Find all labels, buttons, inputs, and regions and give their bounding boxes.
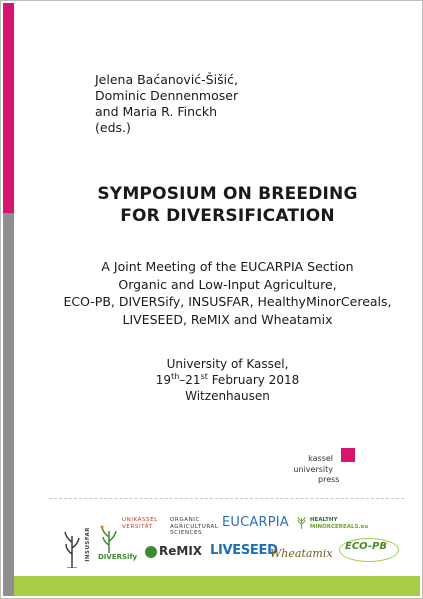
- kassel-line: AGRICULTURAL: [170, 523, 219, 530]
- subtitle-line: Organic and Low-Input Agriculture,: [118, 276, 337, 292]
- date-day-end: –21: [179, 373, 201, 387]
- kassel-line: ORGANIC: [170, 517, 200, 523]
- kassel-line: VERSITÄT: [122, 523, 153, 530]
- date-suffix-end: st: [200, 372, 208, 381]
- publisher-line: university: [293, 464, 333, 474]
- subtitle-line: ECO-PB, DIVERSify, INSUSFAR, HealthyMinorCereals,: [63, 294, 392, 309]
- editor-line: and Maria R. Finckh: [95, 104, 218, 119]
- subtitle-line: A Joint Meeting of the EUCARPIA Section: [101, 259, 354, 274]
- subtitle-line: LIVESEED, ReMIX and Wheatamix: [122, 311, 333, 327]
- wheat-icon: [297, 517, 306, 529]
- eucarpia-label: EUCARPIA: [222, 515, 289, 530]
- diversify-plant-icon: [98, 525, 120, 553]
- remix-logo: [145, 544, 202, 558]
- wheatamix-label: Wheatamix: [270, 547, 333, 560]
- diversify-label: DIVERSify: [98, 553, 138, 561]
- date-day-start: 19: [155, 373, 172, 387]
- editor-line: (eds.): [95, 120, 131, 135]
- kassel-line: UNIKASSEL: [122, 517, 158, 523]
- title-line: FOR DIVERSIFICATION: [120, 206, 335, 226]
- editor-line: Jelena Baćanović-Šišić,: [95, 72, 238, 87]
- liveseed-logo: [210, 543, 278, 558]
- kassel-faculty: [170, 517, 219, 537]
- editor-line: Dominic Dennenmoser: [95, 88, 239, 103]
- uni-kassel-organic-logo: [122, 517, 219, 536]
- liveseed-label: LIVESEED: [210, 543, 278, 558]
- eco-pb-logo: [345, 541, 387, 552]
- eco-pb-label: ECO-PB: [345, 541, 387, 552]
- eucarpia-logo: [222, 515, 289, 530]
- healthy-minor-cereals-logo: [297, 517, 368, 530]
- insusfar-logo: INSUSFAR: [85, 527, 91, 562]
- remix-label: ReMIX: [159, 544, 203, 558]
- hmc-line: HEALTHY: [309, 517, 338, 523]
- kassel-line: SCIENCES: [170, 530, 203, 536]
- title-line: SYMPOSIUM ON BREEDING: [97, 184, 358, 204]
- partner-logos: [1, 1, 423, 599]
- venue-town: Witzenhausen: [185, 389, 270, 403]
- diversify-logo: [98, 525, 137, 562]
- date-month-year: February 2018: [207, 373, 300, 387]
- publisher-line: press: [318, 475, 340, 484]
- wheatamix-logo: [270, 547, 333, 560]
- date-suffix-start: th: [171, 372, 180, 381]
- publisher-line: kassel: [308, 454, 333, 463]
- hmc-line: MINORCEREALS.eu: [309, 523, 369, 530]
- venue-place: University of Kassel,: [166, 357, 289, 371]
- remix-leaf-icon: [145, 546, 157, 558]
- insusfar-wheat-logo: [63, 528, 81, 568]
